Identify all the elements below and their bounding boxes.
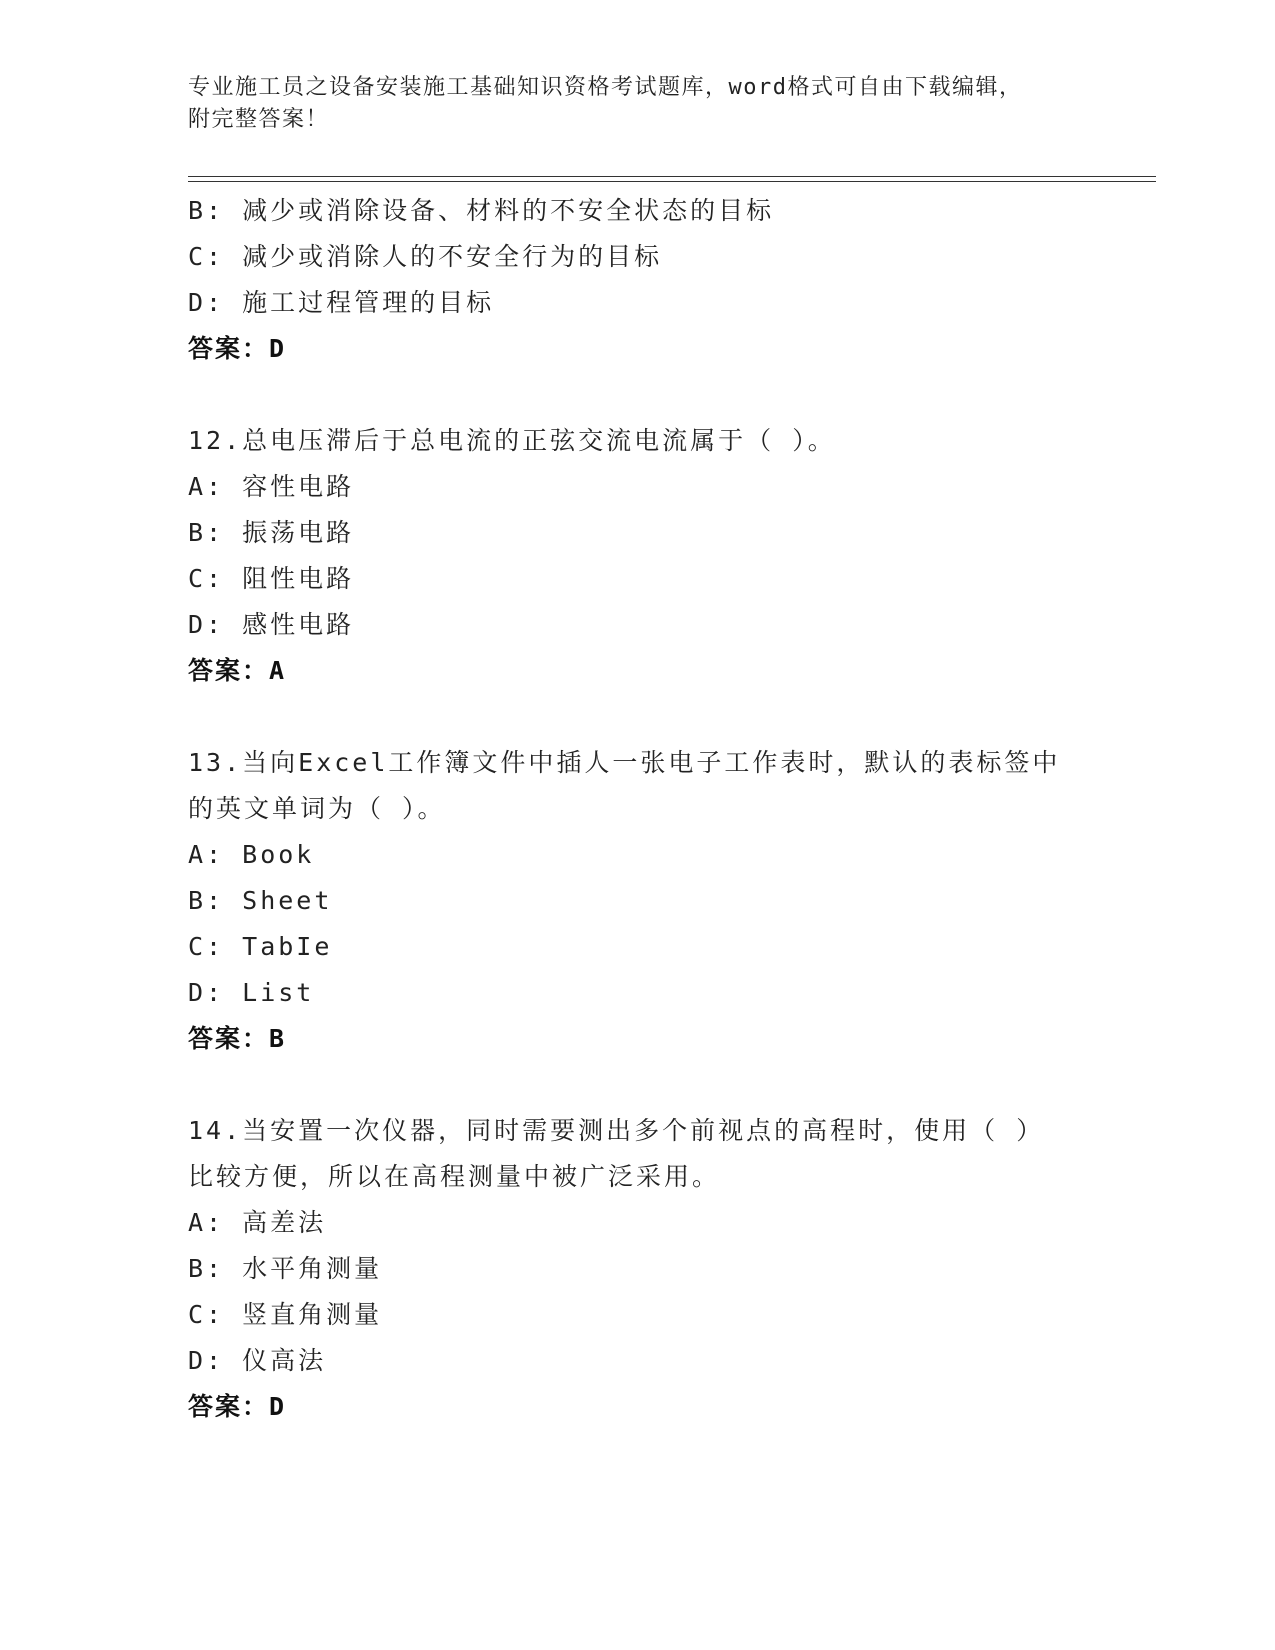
option-b: B: 振荡电路 [188,518,355,547]
answer-line: 答案：D [188,1392,287,1421]
option-c: C: 阻性电路 [188,564,355,593]
header-divider-top [188,176,1156,177]
option-d: D: 感性电路 [188,610,355,639]
option-d: D: List [188,978,315,1007]
spacer [188,1062,1088,1108]
question-list [188,188,1088,1430]
document-header [188,72,1108,136]
question-text: 14.当安置一次仪器，同时需要测出多个前视点的高程时，使用（ ） [188,1116,1045,1145]
question-text-continued: 比较方便，所以在高程测量中被广泛采用。 [188,1162,721,1191]
option-b: B: Sheet [188,886,333,915]
option-a: A: 高差法 [188,1208,327,1237]
question-block-13 [188,740,1088,1062]
option-d: D: 施工过程管理的目标 [188,288,495,317]
question-text-continued: 的英文单词为（ ）。 [188,794,446,823]
spacer [188,372,1088,418]
spacer [188,694,1088,740]
question-block-prev [188,188,1088,372]
question-text: 13.当向Excel工作簿文件中插人一张电子工作表时，默认的表标签中 [188,748,1061,777]
option-a: A: Book [188,840,315,869]
header-line-2: 附完整答案！ [188,107,330,132]
answer-line: 答案：A [188,656,287,685]
option-d: D: 仪高法 [188,1346,327,1375]
option-c: C: 减少或消除人的不安全行为的目标 [188,242,663,271]
header-divider-bottom [188,181,1156,182]
question-block-14 [188,1108,1088,1430]
option-b: B: 减少或消除设备、材料的不安全状态的目标 [188,196,775,225]
question-text: 12.总电压滞后于总电流的正弦交流电流属于（ ）。 [188,426,836,455]
option-c: C: TabIe [188,932,333,961]
answer-line: 答案：B [188,1024,287,1053]
question-block-12 [188,418,1088,694]
option-c: C: 竖直角测量 [188,1300,383,1329]
header-line-1: 专业施工员之设备安装施工基础知识资格考试题库，word格式可自由下载编辑， [188,75,1023,100]
answer-line: 答案：D [188,334,287,363]
option-a: A: 容性电路 [188,472,355,501]
option-b: B: 水平角测量 [188,1254,383,1283]
